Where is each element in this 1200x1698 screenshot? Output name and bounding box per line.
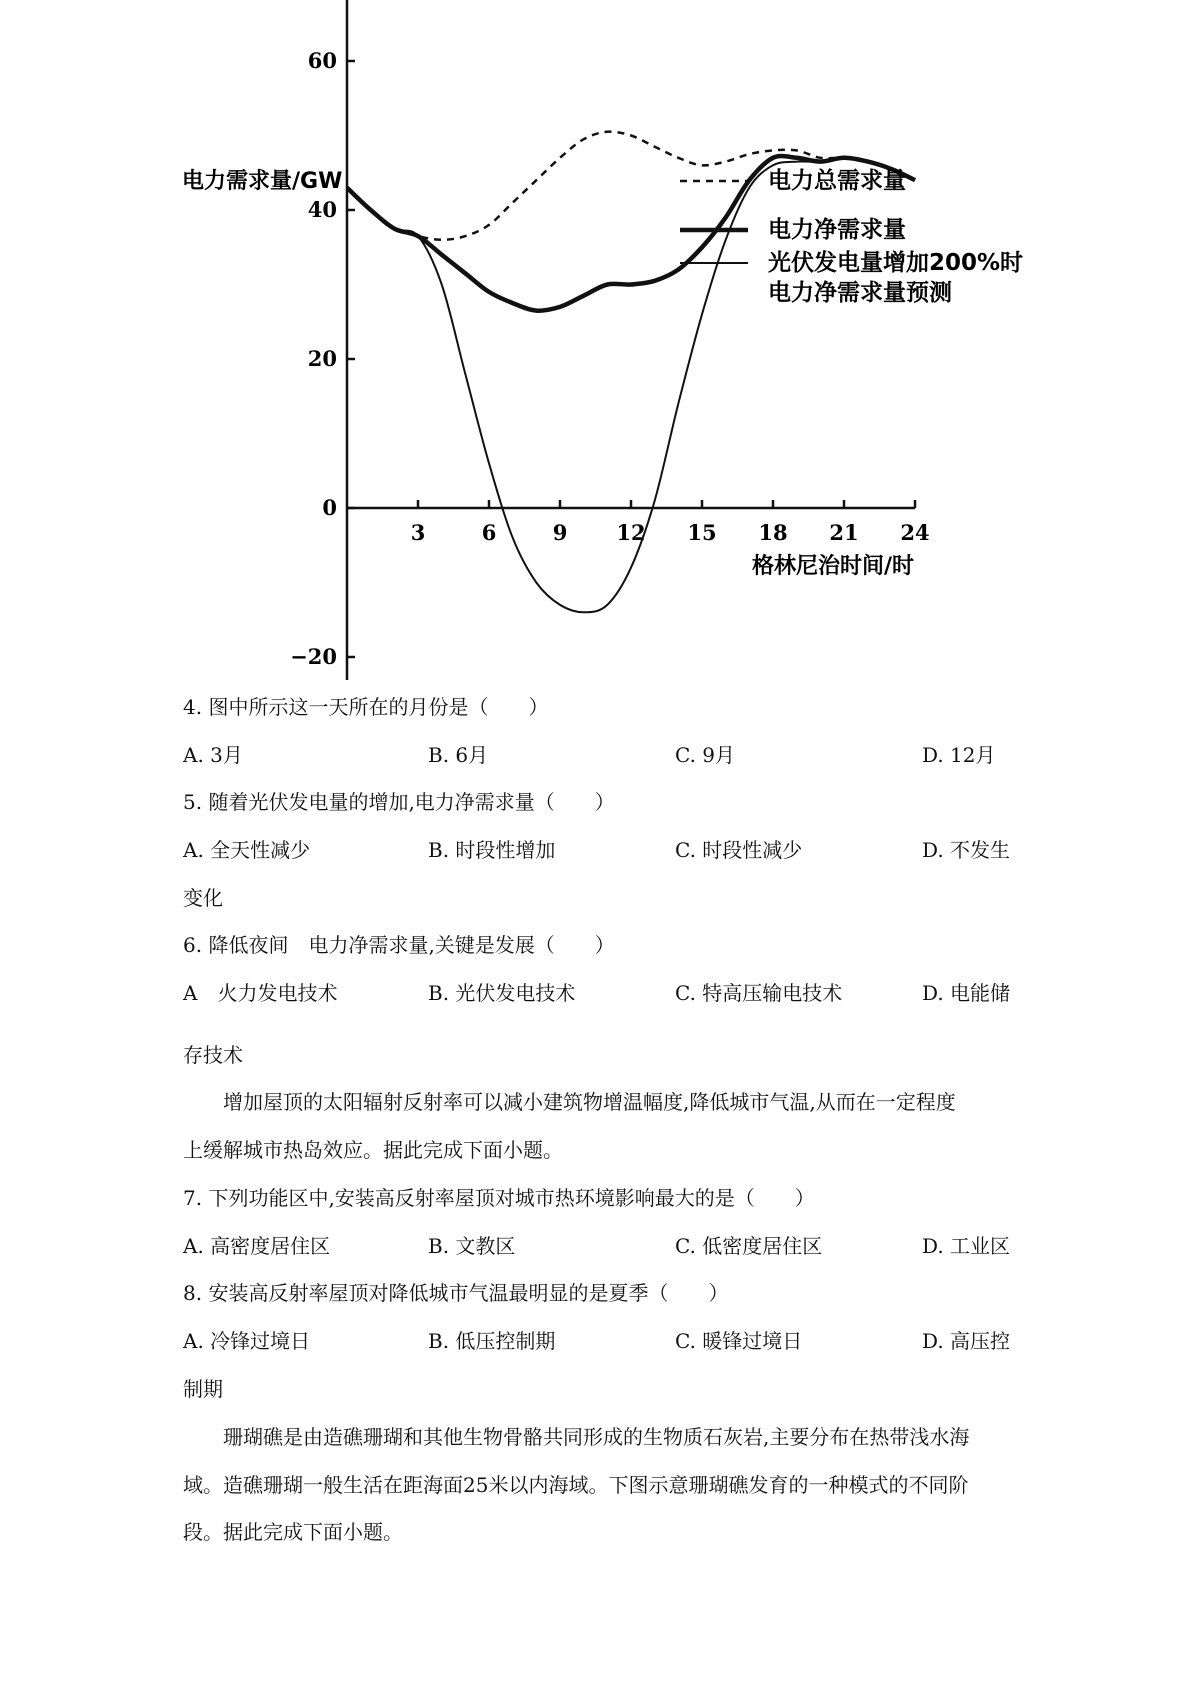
q8-option-b: B. 低压控制期 (428, 1329, 556, 1353)
question-8: 8. 安装高反射率屋顶对降低城市气温最明显的是夏季（ ） (183, 1281, 729, 1305)
q7-option-a: A. 高密度居住区 (183, 1234, 331, 1258)
passage-2-line-2: 域。造礁珊瑚一般生活在距海面25米以内海域。下图示意珊瑚礁发育的一种模式的不同阶 (183, 1473, 969, 1497)
q5-option-c: C. 时段性减少 (675, 838, 803, 862)
x-tick-label: 3 (410, 520, 426, 545)
question-5: 5. 随着光伏发电量的增加,电力净需求量（ ） (183, 790, 615, 814)
q4-option-c: C. 9月 (675, 743, 736, 767)
x-tick-label: 15 (687, 520, 717, 545)
legend-total-demand-label: 电力总需求量 (768, 168, 906, 194)
legend-net-demand-label: 电力净需求量 (768, 217, 906, 243)
y-tick-label: −20 (290, 644, 337, 669)
x-axis-label: 格林尼治时间/时 (752, 554, 915, 579)
q8-option-a: A. 冷锋过境日 (183, 1329, 311, 1353)
passage-1-line-1: 增加屋顶的太阳辐射反射率可以减小建筑物增温幅度,降低城市气温,从而在一定程度 (223, 1090, 956, 1114)
y-axis-label: 电力需求量/GW (182, 169, 343, 194)
q5-option-b: B. 时段性增加 (428, 838, 556, 862)
q6-option-d-continued: 存技术 (183, 1043, 243, 1067)
x-tick-label: 21 (829, 520, 859, 545)
legend-net-demand-forecast-label: 电力净需求量预测 (768, 280, 952, 306)
q8-option-c: C. 暖锋过境日 (675, 1329, 803, 1353)
y-tick-label: 40 (307, 197, 337, 222)
q4-option-b: B. 6月 (428, 743, 489, 767)
x-tick-label: 6 (481, 520, 497, 545)
q8-option-d-continued: 制期 (183, 1377, 223, 1401)
chart-legend (680, 167, 1023, 306)
x-tick-label: 12 (616, 520, 646, 545)
q5-option-d: D. 不发生 (922, 838, 1011, 862)
y-tick-label: 20 (307, 346, 337, 371)
x-tick-label: 9 (552, 520, 568, 545)
q7-option-b: B. 文教区 (428, 1234, 516, 1258)
passage-1-line-2: 上缓解城市热岛效应。据此完成下面小题。 (183, 1138, 563, 1162)
electricity-demand-chart (0, 0, 1200, 680)
question-6: 6. 降低夜间 电力净需求量,关键是发展（ ） (183, 933, 615, 957)
q8-option-d: D. 高压控 (922, 1329, 1011, 1353)
y-tick-label: 0 (322, 495, 337, 520)
q6-option-a: A 火力发电技术 (183, 981, 338, 1005)
q7-option-c: C. 低密度居住区 (675, 1234, 823, 1258)
q4-option-a: A. 3月 (183, 743, 243, 767)
q7-option-d: D. 工业区 (922, 1234, 1011, 1258)
question-4: 4. 图中所示这一天所在的月份是（ ） (183, 695, 549, 719)
legend-net-demand-forecast-label: 光伏发电量增加200%时 (768, 250, 1024, 276)
q4-option-d: D. 12月 (922, 743, 996, 767)
q5-option-d-continued: 变化 (183, 886, 223, 910)
q6-option-c: C. 特高压输电技术 (675, 981, 843, 1005)
passage-2-line-1: 珊瑚礁是由造礁珊瑚和其他生物骨骼共同形成的生物质石灰岩,主要分布在热带浅水海 (223, 1425, 970, 1449)
passage-2-line-3: 段。据此完成下面小题。 (183, 1520, 403, 1544)
q5-option-a: A. 全天性减少 (183, 838, 311, 862)
q6-option-d: D. 电能储 (922, 981, 1011, 1005)
question-7: 7. 下列功能区中,安装高反射率屋顶对城市热环境影响最大的是（ ） (183, 1186, 815, 1210)
x-tick-label: 18 (758, 520, 788, 545)
y-tick-label: 60 (307, 48, 337, 73)
q6-option-b: B. 光伏发电技术 (428, 981, 576, 1005)
x-tick-label: 24 (900, 520, 930, 545)
